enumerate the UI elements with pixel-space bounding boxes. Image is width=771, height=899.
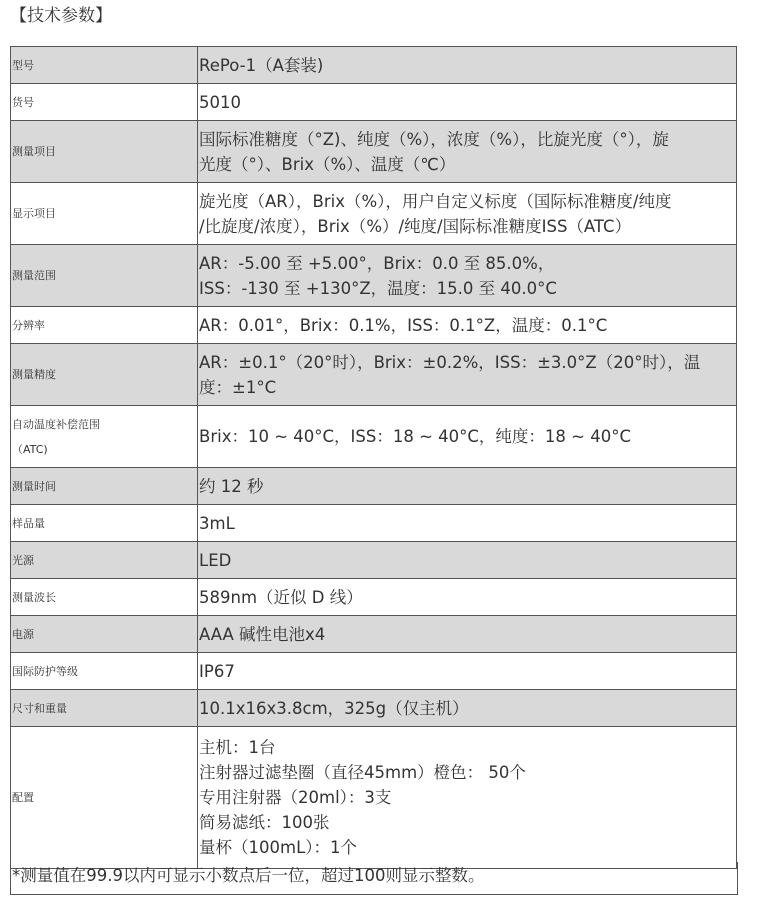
table-row xyxy=(11,307,737,344)
footnote: *测量值在99.9以内可显示小数点后一位，超过100则显示整数。 xyxy=(10,862,738,895)
row-value-line: 约 12 秒 xyxy=(199,476,264,496)
row-value-line: LED xyxy=(199,550,232,570)
table-row xyxy=(11,542,737,579)
row-value xyxy=(198,505,737,542)
row-value-line: 光度（°）、Brix（%）、温度（℃） xyxy=(199,154,456,174)
row-value-line: 专用注射器（20ml）：3支 xyxy=(199,788,392,807)
row-value-line: /比旋度/浓度），Brix（%）/纯度/国际标准糖度ISS（ATC） xyxy=(199,216,632,236)
row-label: 国际防护等级 xyxy=(11,653,198,690)
table-row xyxy=(11,121,737,183)
row-value xyxy=(198,307,737,344)
table-row xyxy=(11,690,737,727)
row-label: 测量精度 xyxy=(11,344,198,406)
row-value xyxy=(198,344,737,406)
row-label: 测量项目 xyxy=(11,121,198,183)
row-label: 光源 xyxy=(11,542,198,579)
row-label: 显示项目 xyxy=(11,183,198,245)
row-value-line: 589nm（近似 D 线） xyxy=(199,587,363,607)
row-value-line: Brix：10 ~ 40°C，ISS：18 ~ 40°C，纯度：18 ~ 40°C xyxy=(199,427,631,446)
spec-table xyxy=(10,46,737,869)
row-value xyxy=(198,121,737,183)
row-value xyxy=(198,183,737,245)
table-row xyxy=(11,505,737,542)
row-value xyxy=(198,245,737,307)
row-value xyxy=(198,653,737,690)
row-value-line: ISS：-130 至 +130°Z，温度：15.0 至 40.0°C xyxy=(199,278,557,298)
row-label: 货号 xyxy=(11,84,198,121)
table-row xyxy=(11,47,737,84)
row-label-line: （ATC) xyxy=(12,442,48,456)
row-value xyxy=(198,542,737,579)
row-label xyxy=(11,406,198,468)
row-label-line: 自动温度补偿范围 xyxy=(12,417,100,431)
table-row xyxy=(11,616,737,653)
row-label: 尺寸和重量 xyxy=(11,690,198,727)
row-value-line: 简易滤纸：100张 xyxy=(199,813,330,832)
row-value xyxy=(198,690,737,727)
table-row xyxy=(11,653,737,690)
row-value-line: 度：±1°C xyxy=(199,377,277,397)
row-value xyxy=(198,579,737,616)
row-value-line: 3mL xyxy=(199,513,235,533)
row-value xyxy=(198,616,737,653)
row-value-line: AR：±0.1°（20°时），Brix：±0.2%，ISS：±3.0°Z（20°时），温 xyxy=(199,352,701,372)
table-row xyxy=(11,245,737,307)
row-value xyxy=(198,84,737,121)
row-label: 测量波长 xyxy=(11,579,198,616)
row-label: 测量范围 xyxy=(11,245,198,307)
row-label: 测量时间 xyxy=(11,468,198,505)
row-label: 电源 xyxy=(11,616,198,653)
table-row xyxy=(11,727,737,869)
row-value-line: 5010 xyxy=(199,92,241,112)
row-value-line: 10.1x16x3.8cm，325g（仅主机） xyxy=(199,698,469,718)
table-row xyxy=(11,84,737,121)
section-title: 【技术参数】 xyxy=(10,6,112,26)
row-value xyxy=(198,47,737,84)
row-label: 配置 xyxy=(11,727,198,869)
row-value-line: RePo-1（A套装) xyxy=(199,55,324,75)
row-label: 分辨率 xyxy=(11,307,198,344)
row-value-line: AR：0.01°，Brix：0.1%，ISS：0.1°Z，温度：0.1°C xyxy=(199,315,608,335)
row-value xyxy=(198,727,737,869)
row-value xyxy=(198,468,737,505)
table-row xyxy=(11,344,737,406)
row-label: 样品量 xyxy=(11,505,198,542)
table-row xyxy=(11,468,737,505)
row-label: 型号 xyxy=(11,47,198,84)
row-value-line: 旋光度（AR），Brix（%），用户自定义标度（国际标准糖度/纯度 xyxy=(199,191,672,211)
table-row xyxy=(11,579,737,616)
row-value-line: 国际标准糖度（°Z)、纯度（%），浓度（%），比旋光度（°），旋 xyxy=(199,129,669,149)
row-value-line: IP67 xyxy=(199,661,235,681)
row-value-line: 量杯（100mL）：1个 xyxy=(199,838,358,857)
row-value-line: AAA 碱性电池x4 xyxy=(199,624,326,644)
table-row xyxy=(11,183,737,245)
row-value xyxy=(198,406,737,468)
table-row xyxy=(11,406,737,468)
row-value-line: 注射器过滤垫圈（直径45mm）橙色： 50个 xyxy=(199,763,526,782)
row-value-line: 主机：1台 xyxy=(199,738,276,757)
row-value-line: AR：-5.00 至 +5.00°，Brix：0.0 至 85.0%， xyxy=(199,253,555,273)
